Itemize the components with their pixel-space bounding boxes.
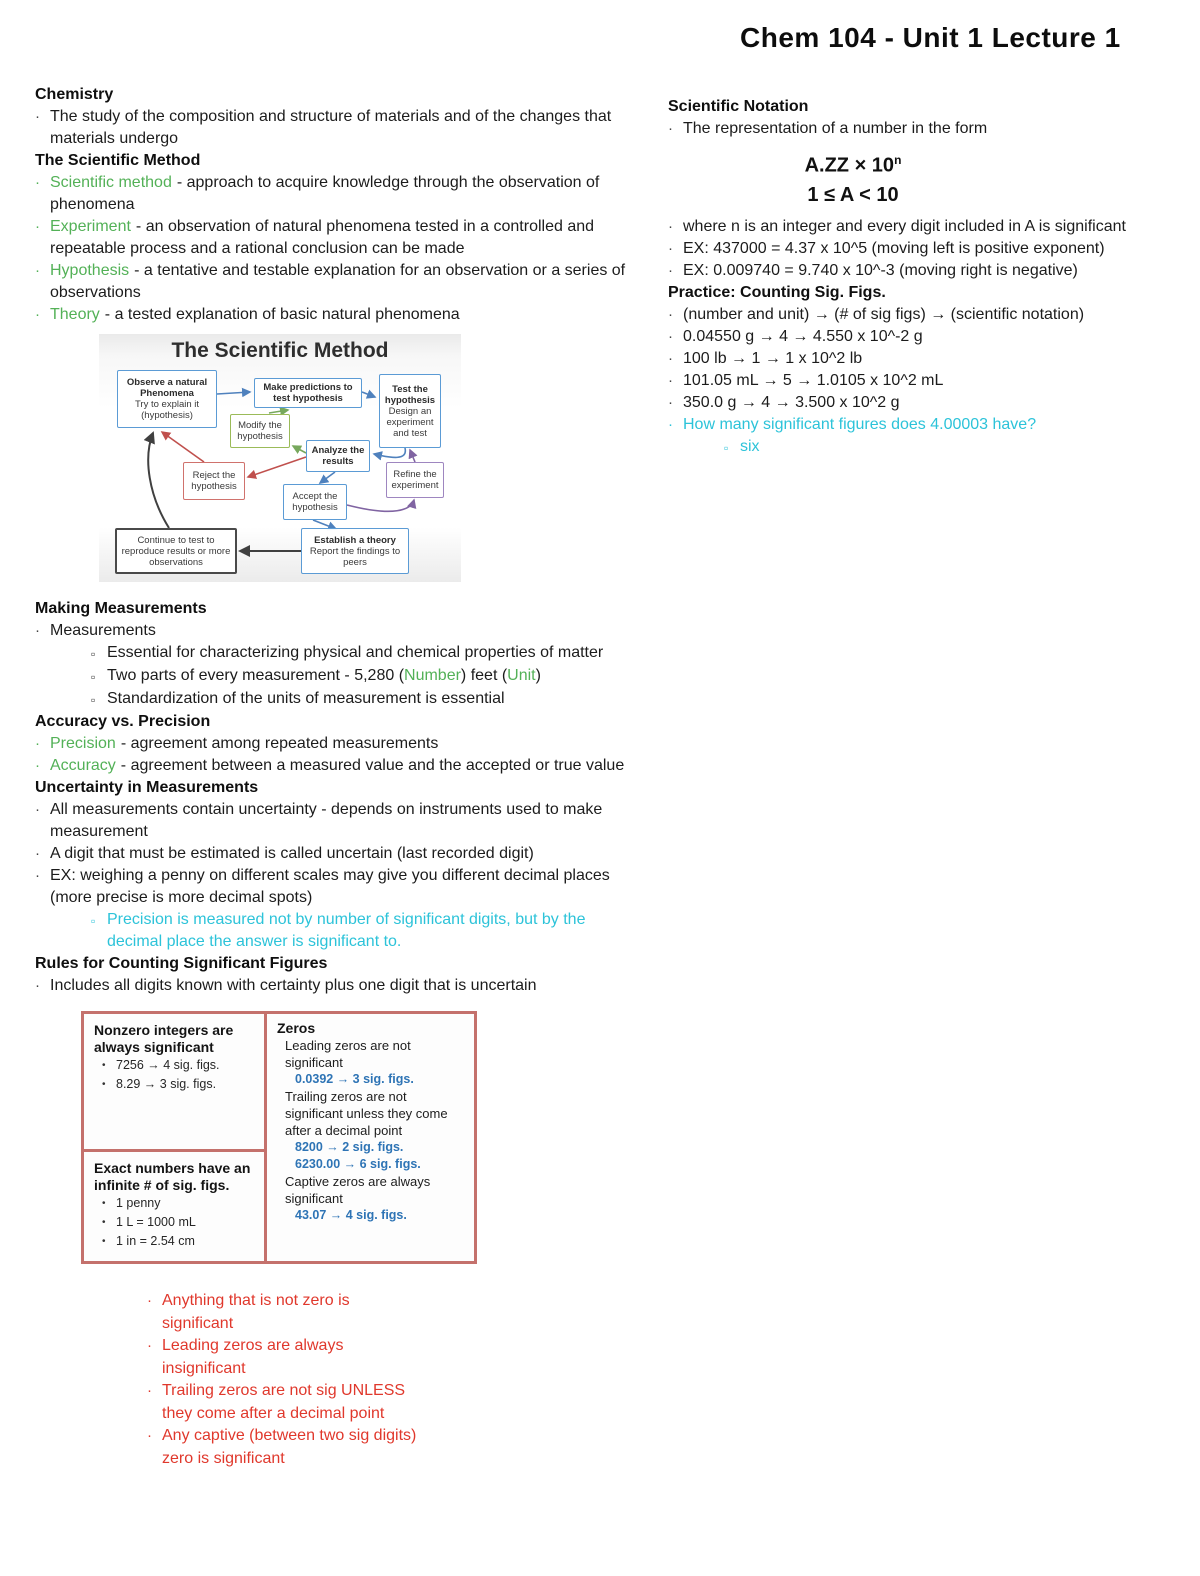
bullet-icon: ·	[668, 217, 673, 235]
flowchart-box-continue-title: Continue to test to reproduce results or more observations	[121, 534, 231, 568]
zeros-example: 8200 → 2 sig. figs.	[295, 1140, 404, 1154]
zeros-example: 6230.00 → 6 sig. figs.	[295, 1157, 421, 1171]
bullet-icon: ·	[668, 261, 673, 279]
list-item	[35, 733, 627, 755]
bullet-icon: •	[102, 1198, 106, 1209]
heading-accuracy-vs-precision: Accuracy vs. Precision	[35, 713, 211, 730]
definition: - an observation of natural phenomena tested in a controlled and repeatable process and a rational conclusion can be made	[50, 218, 595, 257]
heading-practice: Practice: Counting Sig. Figs.	[668, 283, 886, 301]
sub-list-item	[35, 665, 627, 688]
term: Theory	[50, 306, 100, 323]
list-item-question	[668, 414, 1173, 436]
flowchart-box-test-title: Test the hypothesis	[384, 383, 436, 406]
flowchart-box-predict-title: Make predictions to test hypothesis	[263, 382, 353, 404]
list-item	[35, 172, 627, 216]
text-part: )	[535, 667, 541, 684]
zeros-example: 0.0392 → 3 sig. figs.	[295, 1072, 414, 1086]
list-item-text: where n is an integer and every digit included in A is significant	[683, 217, 1126, 235]
sub-list-item	[35, 688, 627, 711]
list-item	[35, 106, 627, 150]
bullet-icon: ·	[35, 735, 40, 752]
square-bullet-icon: ▫	[91, 647, 96, 661]
list-item-text	[50, 733, 627, 755]
list-item-text: 350.0 g → 4 → 3.500 x 10^2 g	[683, 393, 900, 411]
flowchart-box-continue	[115, 528, 237, 574]
heading-making-measurements: Making Measurements	[35, 600, 207, 617]
list-item	[35, 843, 627, 865]
bullet-icon: ·	[35, 867, 40, 884]
flowchart-box-analyze	[306, 440, 370, 472]
heading-sig-fig-rules: Rules for Counting Significant Figures	[35, 955, 328, 972]
table-item-text: 7256 → 4 sig. figs.	[116, 1058, 220, 1072]
bullet-icon: ·	[147, 1427, 152, 1444]
list-item	[35, 975, 627, 997]
flowchart-box-modify-title: Modify the hypothesis	[237, 420, 283, 442]
question-text: How many significant figures does 4.00003 have?	[683, 415, 1037, 433]
definition: - approach to acquire knowledge through the observation of phenomena	[50, 174, 600, 213]
table-cell-nonzero	[84, 1014, 264, 1152]
table-item-text: 8.29 → 3 sig. figs.	[116, 1077, 217, 1091]
zeros-example: 43.07 → 4 sig. figs.	[295, 1208, 407, 1222]
list-item-text: (number and unit) → (# of sig figs) → (scientific notation)	[683, 305, 1085, 323]
square-bullet-icon: ▫	[724, 440, 729, 455]
term: Experiment	[50, 218, 131, 235]
list-item	[147, 1380, 627, 1425]
bullet-icon: ·	[668, 415, 673, 433]
bullet-icon: ·	[35, 108, 40, 125]
flowchart-box-predict	[254, 378, 362, 408]
list-item-text: A digit that must be estimated is called uncertain (last recorded digit)	[50, 845, 534, 862]
definition: - agreement between a measured value and the accepted or true value	[120, 757, 625, 774]
bullet-icon: ·	[147, 1382, 152, 1399]
list-item	[668, 238, 1173, 260]
list-item-text: Precision is measured not by number of significant digits, but by the decimal place the answer is significant to.	[107, 911, 586, 950]
flowchart-box-reject	[183, 462, 245, 500]
list-item-text	[50, 172, 627, 216]
list-item	[35, 799, 627, 843]
bullet-icon: ·	[668, 349, 673, 367]
flowchart-box-refine	[386, 462, 444, 498]
list-item-text: All measurements contain uncertainty - depends on instruments used to make measurement	[50, 801, 603, 840]
table-cell-title: Exact numbers have an infinite # of sig. figs.	[94, 1160, 251, 1193]
list-item	[147, 1290, 627, 1335]
zeros-rule: Leading zeros are not significant	[285, 1038, 411, 1070]
bullet-icon: ·	[35, 306, 40, 323]
list-item	[668, 216, 1173, 238]
table-cell-title: Zeros	[277, 1020, 316, 1036]
flowchart-box-establish-title: Establish a theory	[314, 534, 396, 546]
answer-text: six	[740, 437, 760, 455]
flowchart-box-establish	[301, 528, 409, 574]
formula-base: A.ZZ × 10	[804, 154, 895, 177]
flowchart-box-test-sub: Design an experiment and test	[386, 405, 434, 439]
list-item-text: EX: 0.009740 = 9.740 x 10^-3 (moving right is negative)	[683, 261, 1078, 279]
list-item-text	[50, 216, 627, 260]
list-item-text: 100 lb → 1 → 1 x 10^2 lb	[683, 349, 863, 367]
bullet-icon: •	[102, 1079, 106, 1090]
list-item-text	[50, 755, 627, 777]
square-bullet-icon: ▫	[91, 693, 96, 707]
flowchart-title: The Scientific Method	[171, 339, 389, 362]
flowchart-box-observe-title: Observe a natural Phenomena	[126, 377, 208, 399]
formula-scientific-notation	[668, 146, 1038, 181]
right-column	[668, 96, 1173, 459]
list-item	[35, 304, 627, 326]
list-item	[35, 865, 627, 909]
table-cell-title: Nonzero integers are always significant	[94, 1022, 234, 1055]
list-item	[35, 216, 627, 260]
list-item-text: Trailing zeros are not sig UNLESS they come after a decimal point	[162, 1382, 406, 1422]
bullet-icon: ·	[668, 305, 673, 323]
bullet-icon: ·	[35, 977, 40, 994]
list-item	[668, 326, 1173, 348]
list-item-text	[50, 304, 627, 326]
list-item-text: 0.04550 g → 4 → 4.550 x 10^-2 g	[683, 327, 923, 345]
list-item	[147, 1425, 627, 1470]
bullet-icon: ·	[147, 1337, 152, 1354]
flowchart-box-analyze-title: Analyze the results	[311, 445, 365, 467]
bullet-icon: •	[102, 1236, 106, 1247]
list-item-text: Leading zeros are always insignificant	[162, 1337, 344, 1377]
table-list-item	[94, 1213, 258, 1232]
list-item-text: EX: 437000 = 4.37 x 10^5 (moving left is positive exponent)	[683, 239, 1105, 257]
list-item	[147, 1335, 627, 1380]
table-item-text: 1 penny	[116, 1196, 161, 1210]
bullet-icon: ·	[35, 757, 40, 774]
flowchart-box-refine-title: Refine the experiment	[391, 469, 439, 491]
list-item-text	[50, 260, 627, 304]
definition: - a tested explanation of basic natural phenomena	[104, 306, 460, 323]
flowchart-box-observe-sub: Try to explain it (hypothesis)	[134, 399, 200, 421]
text-part: ) feet (	[460, 667, 508, 684]
zeros-rule: Trailing zeros are not significant unless they come after a decimal point	[285, 1089, 448, 1138]
flowchart-box-reject-title: Reject the hypothesis	[191, 470, 237, 492]
bullet-icon: ·	[147, 1292, 152, 1309]
table-list-item	[94, 1194, 258, 1213]
bullet-icon: ·	[35, 801, 40, 818]
sub-list-item	[35, 642, 627, 665]
list-item-text: Essential for characterizing physical and chemical properties of matter	[107, 644, 604, 661]
sub-list-item-answer	[668, 436, 1173, 459]
term: Accuracy	[50, 757, 116, 774]
square-bullet-icon: ▫	[91, 670, 96, 684]
flowchart-box-observe	[117, 370, 217, 428]
sig-fig-table-left-column	[84, 1014, 267, 1261]
list-item	[668, 392, 1173, 414]
bullet-icon: ·	[35, 622, 40, 639]
bullet-icon: ·	[35, 174, 40, 191]
bullet-icon: ·	[35, 218, 40, 235]
bullet-icon: ·	[668, 120, 673, 137]
bullet-icon: ·	[35, 845, 40, 862]
term: Number	[404, 667, 461, 684]
zeros-rule: Captive zeros are always significant	[285, 1174, 431, 1206]
text-part: Two parts of every measurement - 5,280 (	[107, 667, 405, 684]
sub-list-item	[35, 909, 627, 953]
list-item-text: The representation of a number in the form	[683, 120, 988, 137]
list-item	[35, 755, 627, 777]
list-item-text: Includes all digits known with certainty plus one digit that is uncertain	[50, 977, 537, 994]
flowchart-box-test	[379, 374, 441, 448]
red-summary-list	[147, 1290, 627, 1470]
heading-chemistry: Chemistry	[35, 86, 114, 103]
flowchart-box-establish-sub: Report the findings to peers	[309, 545, 401, 568]
formula-a-range: 1 ≤ A < 10	[807, 183, 899, 206]
list-item-text	[107, 665, 627, 687]
list-item	[35, 260, 627, 304]
flowchart-box-accept-title: Accept the hypothesis	[292, 491, 338, 513]
table-list-item	[94, 1056, 258, 1075]
flowchart-box-accept	[283, 484, 347, 520]
bullet-icon: •	[102, 1060, 106, 1071]
heading-scientific-notation: Scientific Notation	[668, 98, 809, 115]
heading-scientific-method: The Scientific Method	[35, 152, 201, 169]
bullet-icon: ·	[668, 393, 673, 411]
table-list-item	[94, 1232, 258, 1251]
definition: - a tentative and testable explanation for an observation or a series of observations	[50, 262, 626, 301]
scientific-method-flowchart	[99, 334, 461, 582]
list-item	[668, 348, 1173, 370]
list-item	[668, 260, 1173, 282]
table-cell-exact	[84, 1152, 264, 1261]
bullet-icon: ·	[668, 327, 673, 345]
list-item-text: Any captive (between two sig digits) zero is significant	[162, 1427, 417, 1467]
list-item	[668, 304, 1173, 326]
heading-uncertainty: Uncertainty in Measurements	[35, 779, 259, 796]
table-cell-zeros	[267, 1014, 474, 1261]
sig-fig-table	[81, 1011, 477, 1264]
definition: - agreement among repeated measurements	[120, 735, 439, 752]
bullet-icon: •	[102, 1217, 106, 1228]
list-item-text: Anything that is not zero is significant	[162, 1292, 350, 1332]
bullet-icon: ·	[668, 239, 673, 257]
formula-exponent: n	[894, 153, 902, 167]
term: Scientific method	[50, 174, 172, 191]
list-item-text: Standardization of the units of measurement is essential	[107, 690, 505, 707]
list-item-text: Measurements	[50, 622, 156, 639]
table-item-text: 1 L = 1000 mL	[116, 1215, 196, 1229]
left-column	[35, 84, 627, 1470]
term: Unit	[507, 667, 536, 684]
flowchart-box-modify	[230, 414, 290, 448]
page-title: Chem 104 - Unit 1 Lecture 1	[740, 22, 1121, 53]
list-item-text: 101.05 mL → 5 → 1.0105 x 10^2 mL	[683, 371, 944, 389]
list-item-text: EX: weighing a penny on different scales may give you different decimal places (more precise is more decimal spots)	[50, 867, 610, 906]
term: Hypothesis	[50, 262, 130, 279]
table-item-text: 1 in = 2.54 cm	[116, 1234, 195, 1248]
square-bullet-icon: ▫	[91, 914, 96, 928]
term: Precision	[50, 735, 116, 752]
list-item	[668, 118, 1173, 140]
table-list-item	[94, 1075, 258, 1094]
list-item-text: The study of the composition and structure of materials and of the changes that materials undergo	[50, 108, 612, 147]
bullet-icon: ·	[35, 262, 40, 279]
bullet-icon: ·	[668, 371, 673, 389]
list-item	[668, 370, 1173, 392]
list-item	[35, 620, 627, 642]
